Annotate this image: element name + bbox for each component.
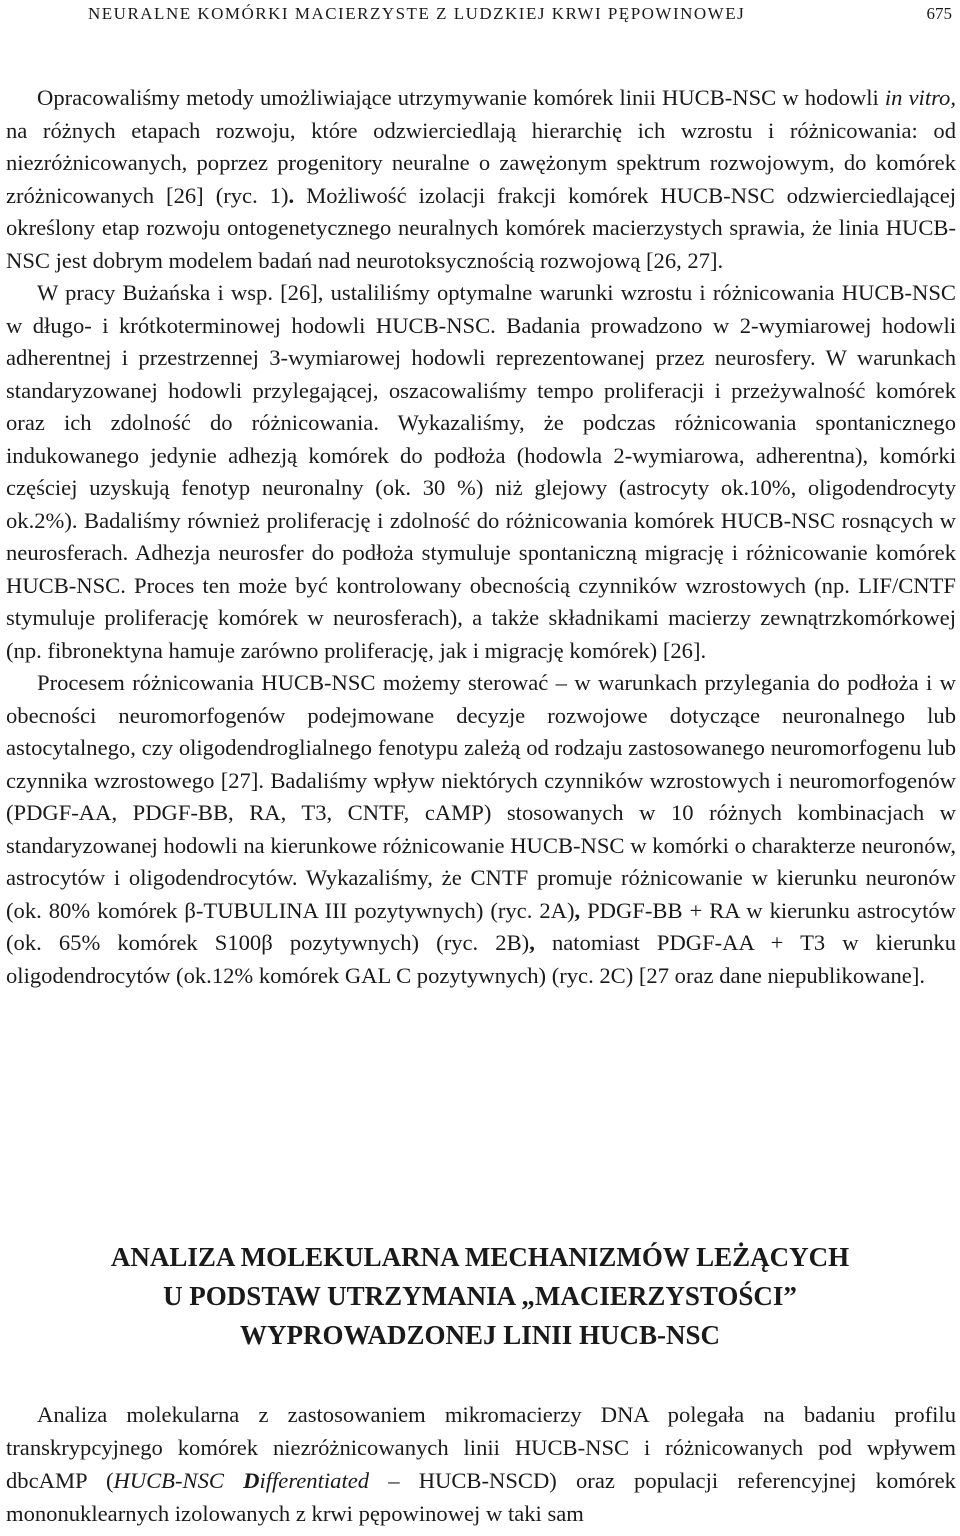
bold-italic-letter <box>243 1468 259 1493</box>
section-heading <box>0 1238 960 1355</box>
paragraph-text: Analiza molekularna z zastosowaniem mikromacierzy DNA polegała na badaniu profilu transkrypcyjnego komórek niezróżnicowanych linii HUCB-NSC i różnicowanych pod wpływem dbcAMP ( <box>6 1402 956 1493</box>
paragraph: W pracy Bużańska i wsp. [26], ustaliliśmy optymalne warunki wzrostu i różnicowania HUCB-NSC w długo- i krótkoterminowej hodowli HUCB-NSC. Badania prowadzono w 2-wymiarowej hodowli adherentnej i przestrzennej 3-wymiarowej hodowli reprezentowanej przez neurosfery. W warunkach standaryzowanej hodowli przylegającej, oszacowaliśmy tempo proliferacji i przeżywalność komórek oraz ich zdolność do różnicowania. Wykazaliśmy, że podczas różnicowania spontanicznego indukowanego jedynie adhezją komórek do podłoża (hodowla 2-wymiarowa, adherentna), komórki częściej uzyskują fenotyp neuronalny (ok. 30 %) niż glejowy (astrocyty ok.10%, oligodendrocyty ok.2%). Badaliśmy również proliferację i zdolność do różnicowania komórek HUCB-NSC rosnących w neurosferach. Adhezja neurosfer do podłoża stymuluje spontaniczną migrację i różnicowanie komórek HUCB-NSC. Proces ten może być kontrolowany obecnością czynników wzrostowych (np. LIF/CNTF stymuluje proliferację komórek w neurosferach), a także składnikami macierzy zewnątrzkomórkowej (np. fibronektyna hamuje zarówno proliferację, jak i migrację komórek) [26]. <box>6 280 956 663</box>
bold-italic-letter-inner: D <box>243 1468 260 1493</box>
body-text <box>6 82 956 992</box>
paragraph-text: Możliwość izolacji frakcji komórek HUCB-NSC odzwierciedlającej określony etap rozwoju ontogenetycznego neuralnych komórek macierzystych sprawia, że linia HUCB-NSC jest dobrym modelem badań nad neurotoksycznością rozwojową [26, 27]. <box>6 182 956 273</box>
paragraph-text: – HUCB-NSCD) oraz populacji referencyjnej komórek mononuklearnych izolowanych z krwi pępowinowej w taki sam <box>6 1468 956 1526</box>
page-number: 675 <box>926 4 952 23</box>
heading-line: ANALIZA MOLEKULARNA MECHANIZMÓW LEŻĄCYCH <box>110 1242 850 1272</box>
paragraph <box>6 667 956 992</box>
italic-term: HUCB-NSC <box>113 1468 244 1493</box>
paragraph <box>6 82 956 277</box>
heading-line: WYPROWADZONEJ LINII HUCB-NSC <box>239 1320 721 1350</box>
bold-punctuation: . <box>288 182 295 208</box>
italic-term: in vitro, <box>884 85 956 110</box>
body-text-section <box>6 1398 956 1530</box>
italic-term: ifferentiated <box>259 1468 370 1493</box>
bold-punctuation: , <box>529 930 535 955</box>
paragraph-text: Opracowaliśmy metody umożliwiające utrzymywanie komórek linii HUCB-NSC w hodowli <box>37 85 885 110</box>
heading-line: U PODSTAW UTRZYMANIA „MACIERZYSTOŚCI” <box>163 1281 797 1311</box>
paragraph-text: Procesem różnicowania HUCB-NSC możemy sterować – w warunkach przylegania do podłoża i w obecności neuromorfogenów podejmowane decyzje rozwojowe dotyczące neuronalnego lub astocytalnego, czy oligodendroglialnego fenotypu zależą od rodzaju zastosowanego neuromorfogenu lub czynnika wzrostowego [27]. Badaliśmy wpływ niektórych czynników wzrostowych i neuromorfogenów (PDGF-AA, PDGF-BB, RA, T3, CNTF, cAMP) stosowanych w 10 różnych kombinacjach w standaryzowanej hodowli na kierunkowe różnicowanie HUCB-NSC w komórki o charakterze neuronów, astrocytów i oligodendrocytów. Wykazaliśmy, że CNTF promuje różnicowanie w kierunku neuronów (ok. 80% komórek β-TUBULINA III pozytywnych) (ryc. 2A) <box>6 670 956 923</box>
bold-punctuation: , <box>574 897 581 923</box>
paragraph-text: PDGF-BB + RA w kierunku astrocytów (ok. 65% komórek S100β pozytywnych) (ryc. 2B) <box>6 897 956 955</box>
running-head: NEURALNE KOMÓRKI MACIERZYSTE Z LUDZKIEJ KRWI PĘPOWINOWEJ <box>88 4 746 23</box>
paragraph-text: natomiast PDGF-AA + T3 w kierunku oligodendrocytów (ok.12% komórek GAL C pozytywnych) (ryc. 2C) [27 oraz dane niepublikowane]. <box>6 930 956 988</box>
paragraph-text: na różnych etapach rozwoju, które odzwierciedlają hierarchię ich wzrostu i różnicowania: od niezróżnicowanych, poprzez progenitory neuralne o zawężonym spektrum rozwojowym, do komórek zróżnicowanych [26] (ryc. 1) <box>6 117 956 208</box>
paragraph <box>6 1398 956 1530</box>
